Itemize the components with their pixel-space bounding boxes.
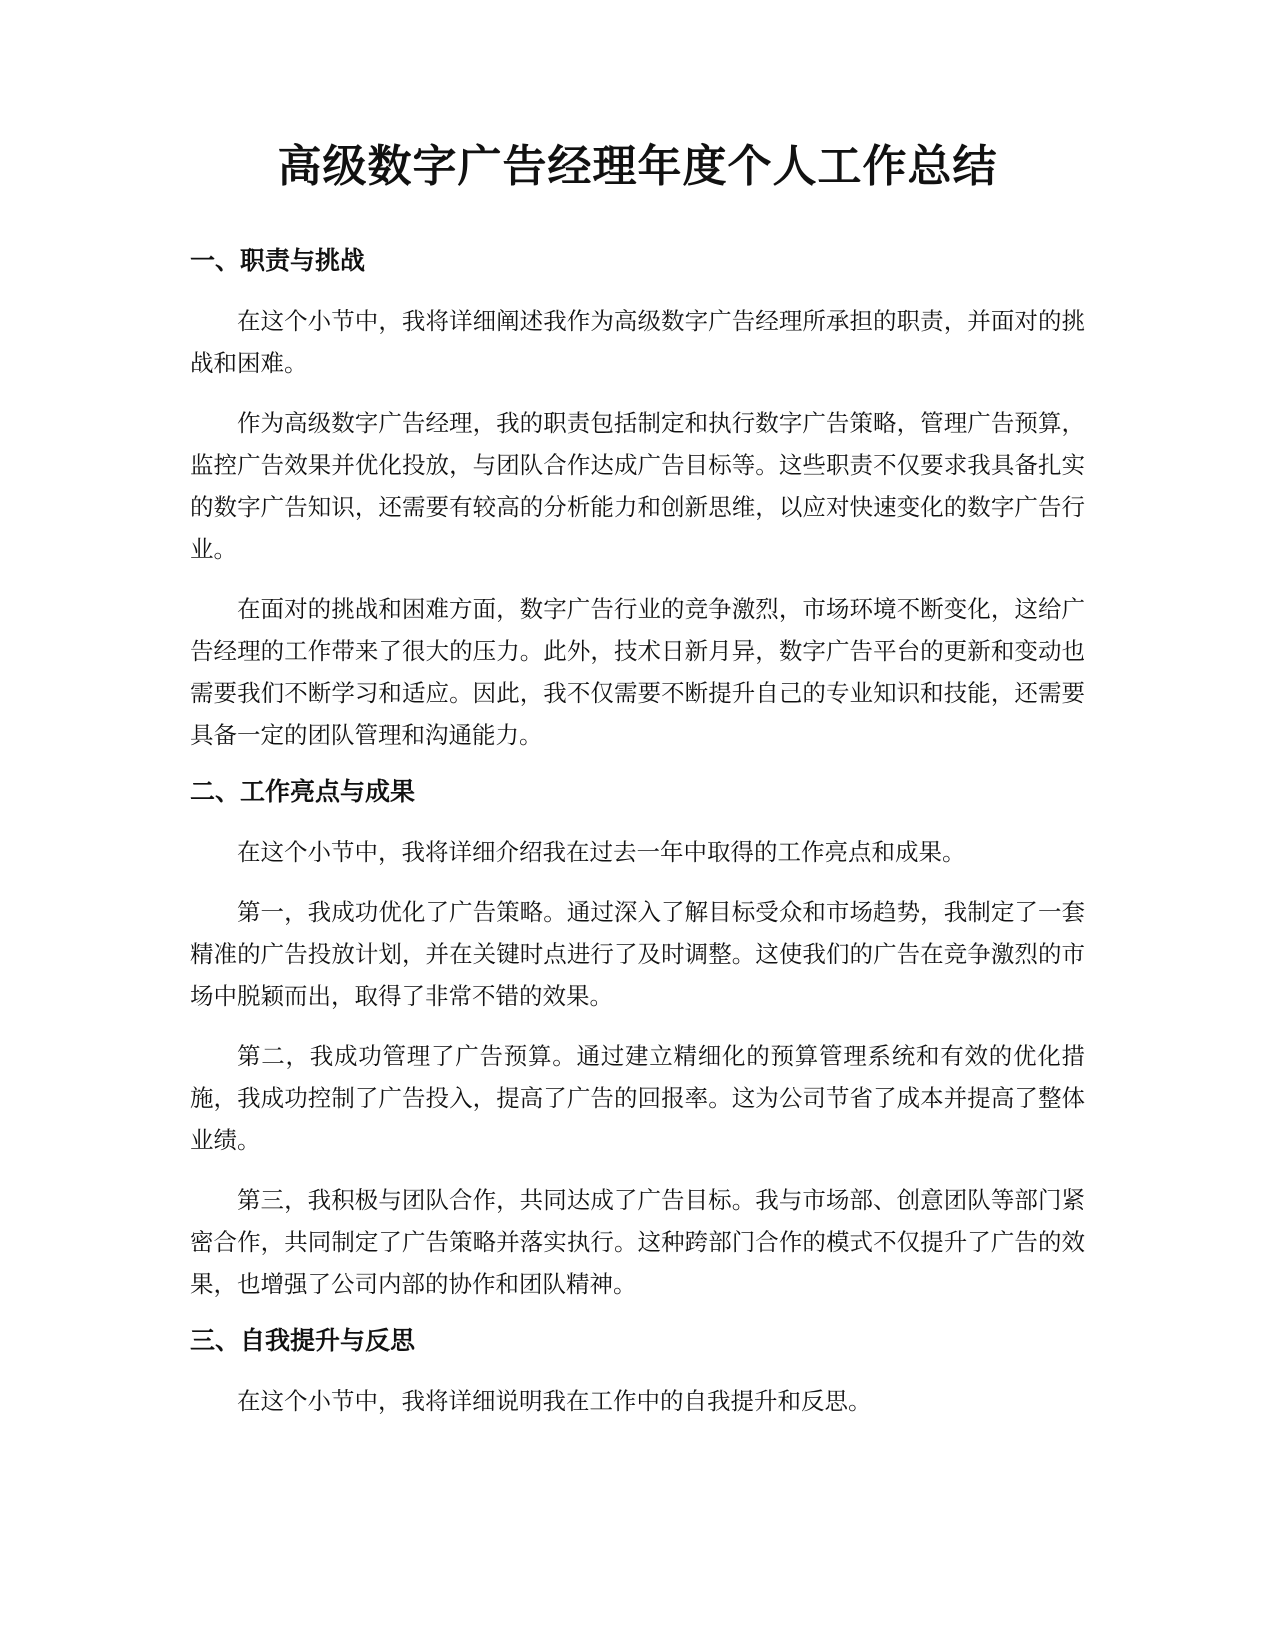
paragraph: 第三，我积极与团队合作，共同达成了广告目标。我与市场部、创意团队等部门紧密合作，共同制定了广告策略并落实执行。这种跨部门合作的模式不仅提升了广告的效果，也增强了公司内部的协作和团队精神。 — [190, 1186, 1085, 1299]
document-title: 高级数字广告经理年度个人工作总结 — [277, 141, 998, 192]
paragraph: 在面对的挑战和困难方面，数字广告行业的竞争激烈，市场环境不断变化，这给广告经理的工作带来了很大的压力。此外，技术日新月异，数字广告平台的更新和变动也需要我们不断学习和适应。因此，我不仅需要不断提升自己的专业知识和技能，还需要具备一定的团队管理和沟通能力。 — [190, 595, 1085, 750]
paragraph: 第一，我成功优化了广告策略。通过深入了解目标受众和市场趋势，我制定了一套精准的广告投放计划，并在关键时点进行了及时调整。这使我们的广告在竞争激烈的市场中脱颖而出，取得了非常不错的效果。 — [190, 898, 1085, 1011]
paragraph: 在这个小节中，我将详细阐述我作为高级数字广告经理所承担的职责，并面对的挑战和困难。 — [190, 307, 1085, 378]
section-self-improvement — [190, 1323, 1085, 1422]
paragraph: 作为高级数字广告经理，我的职责包括制定和执行数字广告策略，管理广告预算，监控广告效果并优化投放，与团队合作达成广告目标等。这些职责不仅要求我具备扎实的数字广告知识，还需要有较高的分析能力和创新思维，以应对快速变化的数字广告行业。 — [190, 409, 1085, 564]
paragraph: 在这个小节中，我将详细说明我在工作中的自我提升和反思。 — [237, 1387, 872, 1416]
paragraph: 在这个小节中，我将详细介绍我在过去一年中取得的工作亮点和成果。 — [237, 838, 966, 867]
paragraph: 第二，我成功管理了广告预算。通过建立精细化的预算管理系统和有效的优化措施，我成功控制了广告投入，提高了广告的回报率。这为公司节省了成本并提高了整体业绩。 — [190, 1042, 1085, 1155]
section-responsibilities — [190, 243, 1085, 756]
section-highlights — [190, 774, 1085, 1305]
section-heading: 三、自我提升与反思 — [190, 1326, 416, 1356]
section-heading: 二、工作亮点与成果 — [190, 777, 416, 807]
section-heading: 一、职责与挑战 — [190, 246, 366, 276]
